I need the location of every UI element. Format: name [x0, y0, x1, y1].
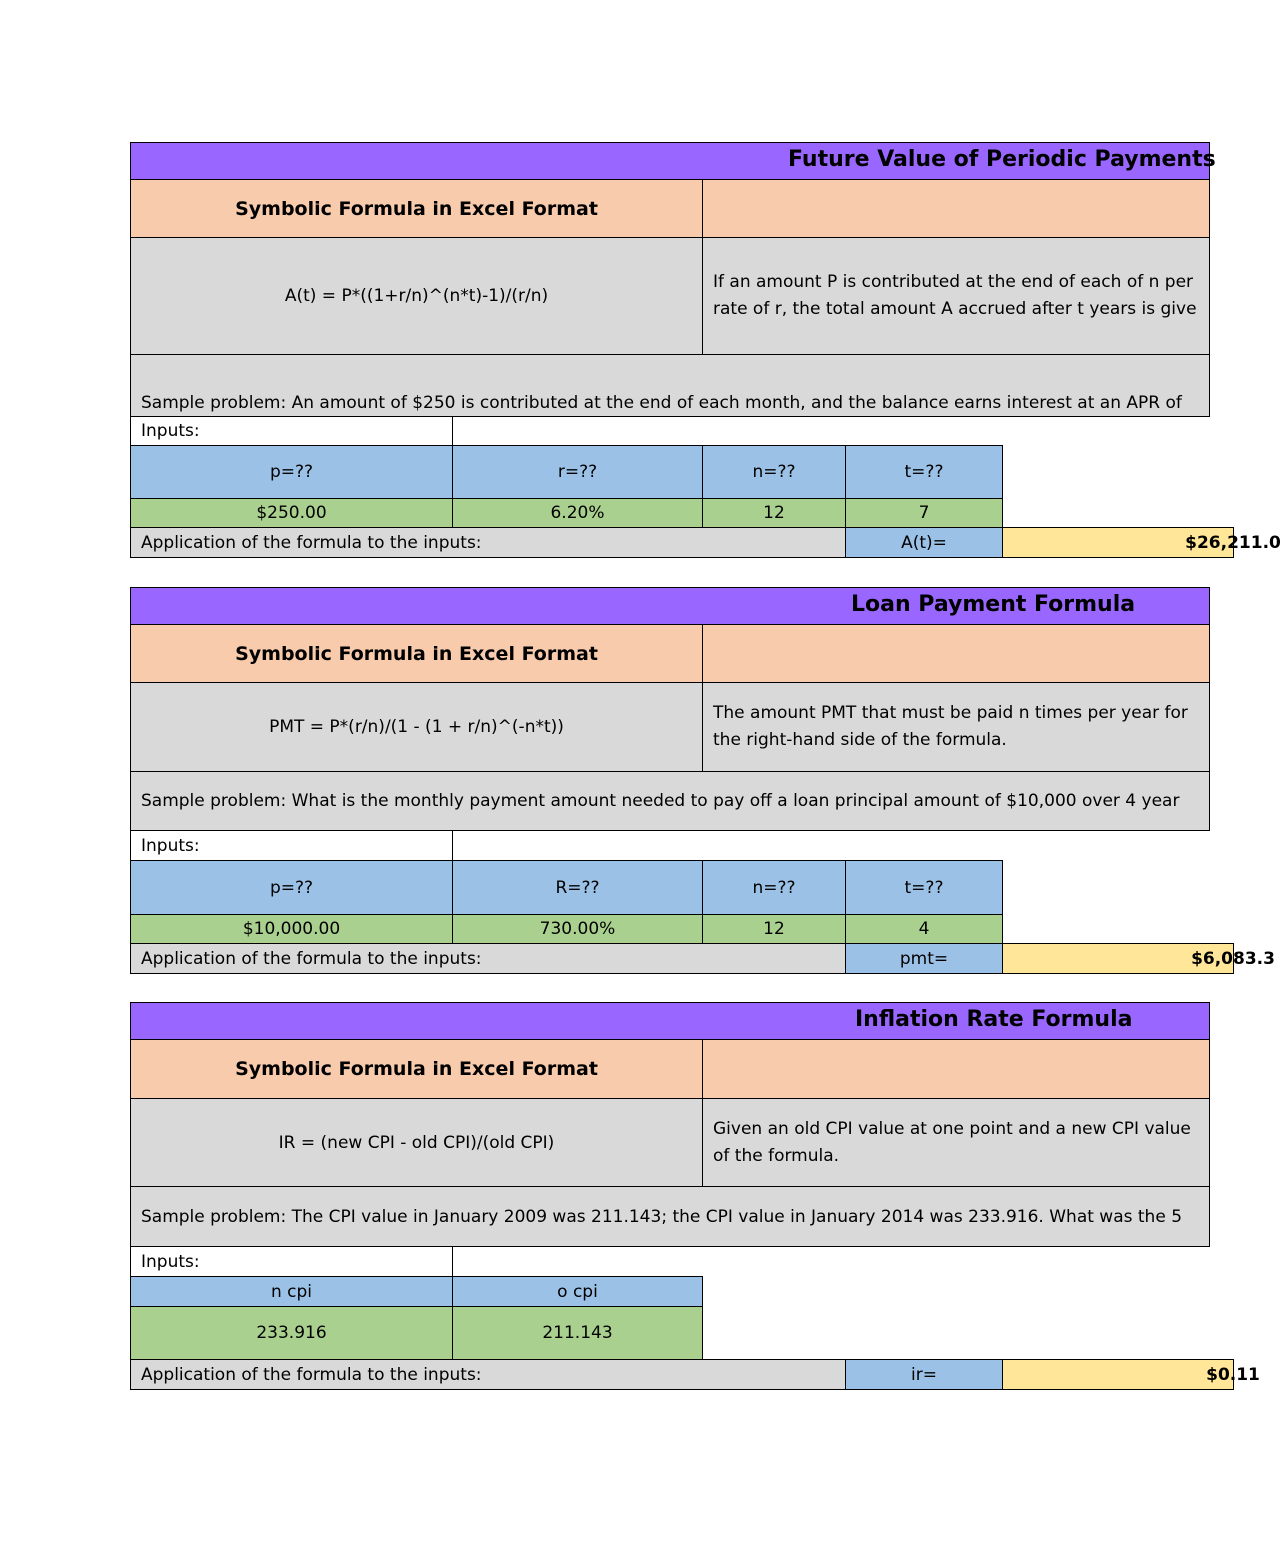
- fv-title: Future Value of Periodic Payments: [788, 147, 1216, 172]
- inflation-result-label: ir=: [845, 1359, 1003, 1390]
- fv-input-value-t[interactable]: 7: [845, 498, 1003, 528]
- loan-input-header-r: R=??: [452, 860, 703, 915]
- loan-sample-problem: Sample problem: What is the monthly payment amount needed to pay off a loan principal amount of $10,000 over 4 year: [130, 771, 1210, 831]
- fv-input-header-n: n=??: [702, 445, 846, 499]
- fv-input-header-t: t=??: [845, 445, 1003, 499]
- fv-input-value-p[interactable]: $250.00: [130, 498, 453, 528]
- inflation-description-line-2: of the formula.: [713, 1145, 840, 1166]
- fv-input-value-r[interactable]: 6.20%: [452, 498, 703, 528]
- inflation-input-value-ocpi[interactable]: 211.143: [452, 1306, 703, 1360]
- fv-formula-header: Symbolic Formula in Excel Format: [130, 179, 703, 238]
- inflation-application-label: Application of the formula to the inputs:: [130, 1359, 846, 1390]
- loan-input-header-p: p=??: [130, 860, 453, 915]
- inflation-input-header-ocpi: o cpi: [452, 1276, 703, 1307]
- loan-input-header-n: n=??: [702, 860, 846, 915]
- inflation-title: Inflation Rate Formula: [855, 1007, 1133, 1032]
- fv-inputs-label: Inputs:: [130, 416, 453, 446]
- loan-application-label: Application of the formula to the inputs:: [130, 943, 846, 974]
- fv-result-value: $26,211.0: [1002, 527, 1234, 558]
- fv-application-label: Application of the formula to the inputs:: [130, 527, 846, 558]
- inflation-inputs-label: Inputs:: [130, 1246, 453, 1277]
- loan-input-header-t: t=??: [845, 860, 1003, 915]
- fv-description: [702, 237, 1210, 355]
- fv-title-bar: [130, 142, 1216, 180]
- inflation-input-value-ncpi[interactable]: 233.916: [130, 1306, 453, 1360]
- fv-input-value-n[interactable]: 12: [702, 498, 846, 528]
- inflation-description-header: [702, 1039, 1210, 1099]
- inflation-formula: IR = (new CPI - old CPI)/(old CPI): [130, 1098, 703, 1187]
- inflation-input-header-ncpi: n cpi: [130, 1276, 453, 1307]
- inflation-result-value: $0.11: [1002, 1359, 1234, 1390]
- loan-description: [702, 682, 1210, 772]
- fv-description-line-1: If an amount P is contributed at the end of each of n per: [713, 272, 1194, 292]
- fv-description-header: [702, 179, 1210, 238]
- loan-inputs-label: Inputs:: [130, 830, 453, 861]
- inflation-formula-header: Symbolic Formula in Excel Format: [130, 1039, 703, 1099]
- inflation-title-bar: [130, 1002, 1210, 1040]
- fv-formula: A(t) = P*((1+r/n)^(n*t)-1)/(r/n): [130, 237, 703, 355]
- loan-result-value: $6,083.3: [1002, 943, 1234, 974]
- loan-formula-header: Symbolic Formula in Excel Format: [130, 624, 703, 683]
- fv-input-header-r: r=??: [452, 445, 703, 499]
- loan-description-line-1: The amount PMT that must be paid n times per year for: [713, 703, 1188, 723]
- inflation-description-line-1: Given an old CPI value at one point and a new CPI value: [713, 1118, 1191, 1139]
- loan-title: Loan Payment Formula: [851, 592, 1136, 617]
- inflation-sample-problem: Sample problem: The CPI value in January 2009 was 211.143; the CPI value in January 2014 was 233.916. What was the 5: [130, 1186, 1210, 1247]
- loan-input-value-p[interactable]: $10,000.00: [130, 914, 453, 944]
- fv-input-header-p: p=??: [130, 445, 453, 499]
- loan-input-value-r[interactable]: 730.00%: [452, 914, 703, 944]
- loan-description-header: [702, 624, 1210, 683]
- loan-result-label: pmt=: [845, 943, 1003, 974]
- fv-sample-problem: Sample problem: An amount of $250 is contributed at the end of each month, and the balance earns interest at an APR of: [130, 354, 1210, 417]
- loan-input-value-n[interactable]: 12: [702, 914, 846, 944]
- fv-description-line-2: rate of r, the total amount A accrued after t years is give: [713, 299, 1197, 319]
- loan-input-value-t[interactable]: 4: [845, 914, 1003, 944]
- loan-description-line-2: the right-hand side of the formula.: [713, 730, 1007, 750]
- loan-title-bar: [130, 587, 1210, 625]
- fv-result-label: A(t)=: [845, 527, 1003, 558]
- inflation-description: [702, 1098, 1210, 1187]
- loan-formula: PMT = P*(r/n)/(1 - (1 + r/n)^(-n*t)): [130, 682, 703, 772]
